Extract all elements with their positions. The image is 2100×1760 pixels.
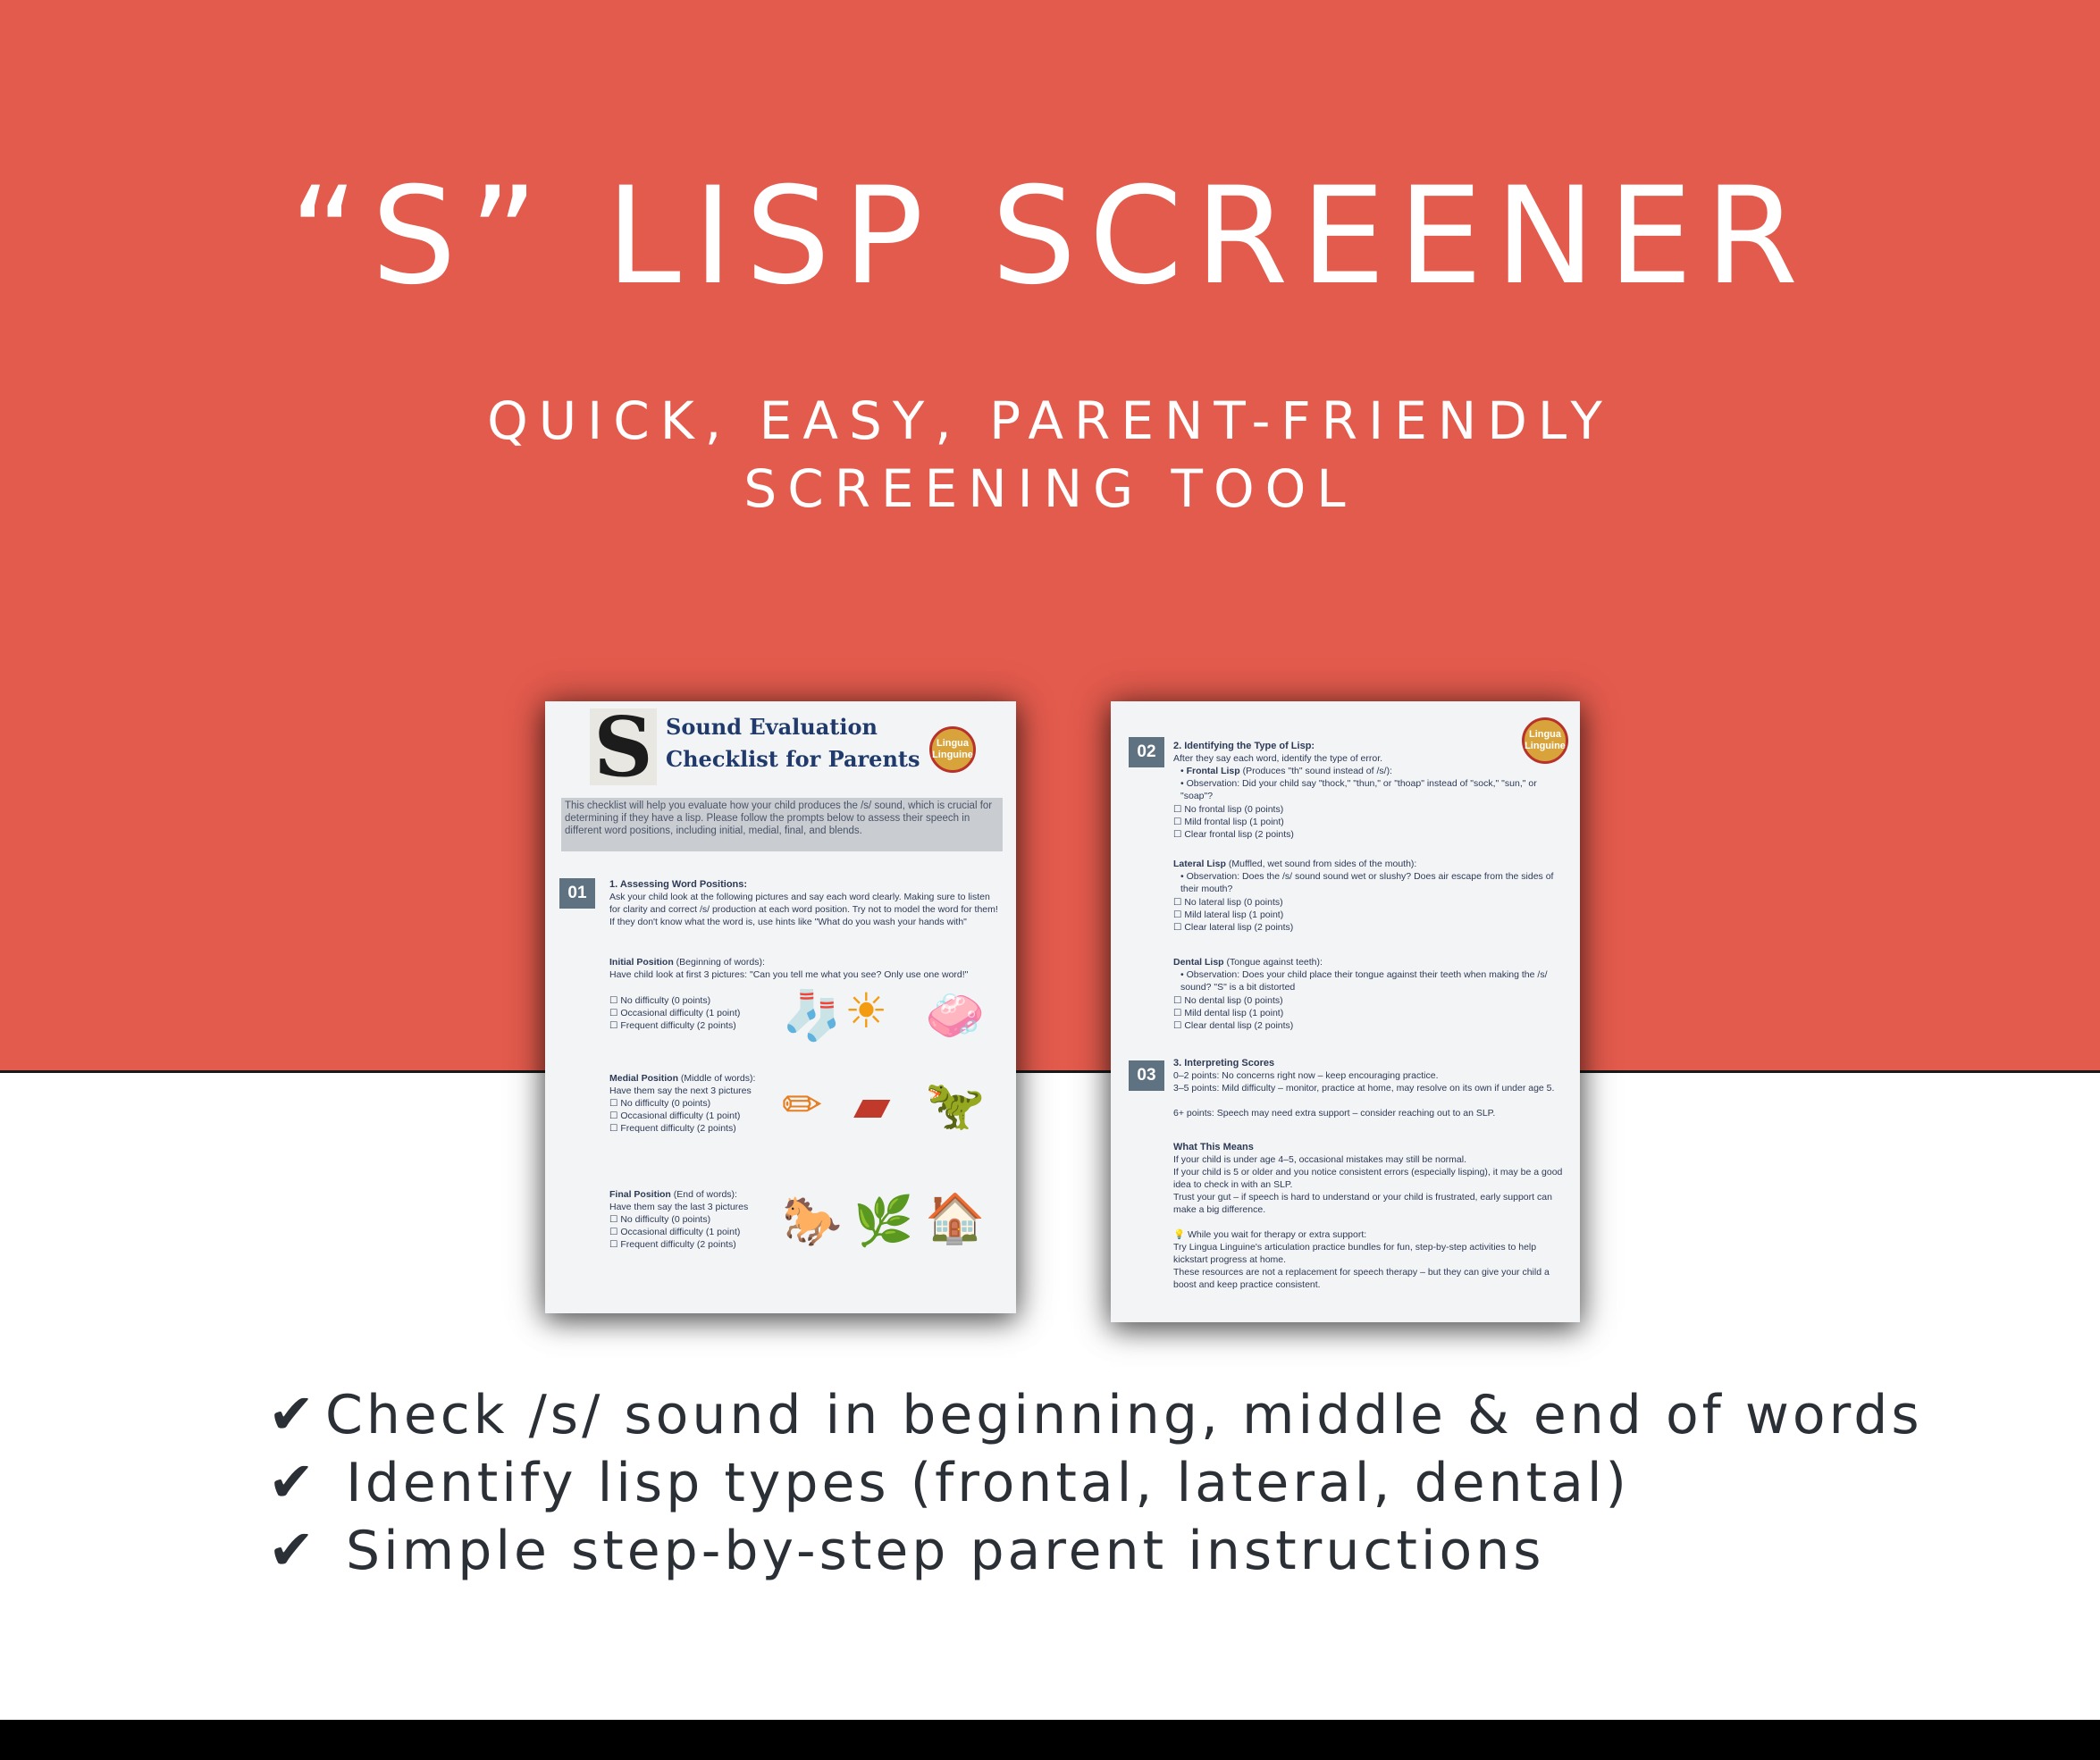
- lateral-lisp-observation: • Observation: Does the /s/ sound sound wet or slushy? Does air escape from the sides of their mouth?: [1180, 871, 1554, 894]
- means-line-3: Trust your gut – if speech is hard to understand or your child is frustrated, early support can make a big difference.: [1173, 1192, 1552, 1215]
- worksheet-page-1-preview: [545, 701, 1016, 1313]
- bottom-bar: [0, 1720, 2100, 1760]
- feature-item-2: ✔ Identify lisp types (frontal, lateral, dental): [268, 1449, 1630, 1514]
- horse-icon: 🐎: [782, 1194, 843, 1248]
- pencil-icon: ✏: [782, 1078, 823, 1132]
- intro-text: This checklist will help you evaluate how your child produces the /s/ sound, which is crucial for determining if they have a lisp. Please follow the prompts below to assess their speech in different word positions, including initial, medial, final, and blends.: [561, 798, 1003, 851]
- page-title: “S” LISP SCREENER: [289, 159, 1811, 314]
- final-position-instructions: Have them say the last 3 pictures: [609, 1202, 749, 1212]
- brand-logo: Lingua Linguine: [929, 726, 976, 773]
- medial-position-instructions: Have them say the next 3 pictures: [609, 1085, 752, 1096]
- wait-heading: 💡 While you wait for therapy or extra support:: [1173, 1229, 1367, 1240]
- final-option-frequent[interactable]: ☐ Frequent difficulty (2 points): [609, 1239, 736, 1250]
- subtitle-line-2: SCREENING TOOL: [743, 458, 1357, 519]
- frontal-option-none[interactable]: ☐ No frontal lisp (0 points): [1173, 804, 1284, 815]
- section-3-title: 3. Interpreting Scores: [1173, 1058, 1275, 1069]
- score-range-high: 6+ points: Speech may need extra support – consider reaching out to an SLP.: [1173, 1108, 1496, 1119]
- means-line-1: If your child is under age 4–5, occasional mistakes may still be normal.: [1173, 1154, 1466, 1165]
- score-range-mid: 3–5 points: Mild difficulty – monitor, practice at home, may resolve on its own if under age 5.: [1173, 1083, 1555, 1094]
- dental-option-none[interactable]: ☐ No dental lisp (0 points): [1173, 995, 1283, 1006]
- check-icon: ✔: [268, 1449, 318, 1514]
- initial-position-instructions: Have child look at first 3 pictures: "Can you tell me what you see? Only use one word!": [609, 969, 969, 980]
- house-icon: 🏠: [925, 1192, 986, 1245]
- section-2-title: 2. Identifying the Type of Lisp:: [1173, 741, 1315, 751]
- final-position-heading: Final Position (End of words):: [609, 1189, 737, 1200]
- lateral-lisp-heading: Lateral Lisp (Muffled, wet sound from sides of the mouth):: [1173, 859, 1417, 869]
- worksheet-page-2-preview: [1111, 701, 1580, 1322]
- initial-option-frequent[interactable]: ☐ Frequent difficulty (2 points): [609, 1020, 736, 1031]
- worksheet-title-line-2: Checklist for Parents: [666, 746, 920, 772]
- frontal-lisp-observation: • Observation: Did your child say "thock," "thun," or "thoap" instead of "sock," "sun," or "soap"?: [1180, 778, 1537, 801]
- section-number-03: 03: [1129, 1060, 1164, 1091]
- lateral-option-clear[interactable]: ☐ Clear lateral lisp (2 points): [1173, 922, 1294, 933]
- wait-line-2: These resources are not a replacement for speech therapy – but they can give your child a boost and keep practice consistent.: [1173, 1267, 1550, 1290]
- initial-option-none[interactable]: ☐ No difficulty (0 points): [609, 995, 711, 1006]
- final-option-none[interactable]: ☐ No difficulty (0 points): [609, 1214, 711, 1225]
- section-2-intro: After they say each word, identify the type of error.: [1173, 753, 1383, 764]
- brand-logo: Lingua Linguine: [1522, 717, 1568, 764]
- lateral-option-mild[interactable]: ☐ Mild lateral lisp (1 point): [1173, 909, 1284, 920]
- big-letter-s: S: [590, 708, 657, 785]
- score-range-low: 0–2 points: No concerns right now – keep encouraging practice.: [1173, 1070, 1439, 1081]
- sun-icon: ☀: [844, 985, 888, 1038]
- means-line-2: If your child is 5 or older and you notice consistent errors (especially lisping), it may be a good idea to check in with an SLP.: [1173, 1167, 1563, 1190]
- dinosaur-icon: 🦖: [925, 1078, 986, 1132]
- dental-lisp-observation: • Observation: Does your child place their tongue against their teeth when making the /s/ sound? "S" is a bit distorted: [1180, 969, 1548, 993]
- medial-option-none[interactable]: ☐ No difficulty (0 points): [609, 1098, 711, 1109]
- section-number-02: 02: [1129, 737, 1164, 767]
- feature-item-3: ✔ Simple step-by-step parent instructions: [268, 1517, 1545, 1582]
- sock-icon: 🧦: [782, 989, 843, 1043]
- check-icon: ✔: [268, 1517, 318, 1582]
- wait-line-1: Try Lingua Linguine's articulation practice bundles for fun, step-by-step activities to help kickstart progress at home.: [1173, 1242, 1537, 1265]
- soap-icon: 🧼: [925, 989, 986, 1043]
- section-1-body: Ask your child look at the following pictures and say each word clearly. Making sure to listen for clarity and correct /s/ production at each word position. Try not to model the word for them! If they don't know what the word is, use hints like "What do you wash your hands with": [609, 892, 998, 927]
- initial-position-heading: Initial Position (Beginning of words):: [609, 957, 765, 968]
- frontal-option-mild[interactable]: ☐ Mild frontal lisp (1 point): [1173, 817, 1284, 827]
- what-this-means-heading: What This Means: [1173, 1142, 1254, 1152]
- eraser-icon: ▰: [853, 1078, 891, 1132]
- section-1-title: 1. Assessing Word Positions:: [609, 879, 748, 890]
- lateral-option-none[interactable]: ☐ No lateral lisp (0 points): [1173, 897, 1283, 908]
- dental-lisp-heading: Dental Lisp (Tongue against teeth):: [1173, 957, 1323, 968]
- section-number-01: 01: [559, 878, 595, 909]
- dental-option-mild[interactable]: ☐ Mild dental lisp (1 point): [1173, 1008, 1284, 1018]
- grass-icon: 🌿: [853, 1194, 914, 1248]
- feature-item-1: ✔ Check /s/ sound in beginning, middle & end of words: [268, 1381, 1923, 1446]
- frontal-lisp-bullet: • Frontal Lisp (Produces "th" sound instead of /s/):: [1180, 766, 1392, 776]
- medial-position-heading: Medial Position (Middle of words):: [609, 1073, 756, 1084]
- subtitle-line-1: QUICK, EASY, PARENT-FRIENDLY: [487, 390, 1613, 451]
- dental-option-clear[interactable]: ☐ Clear dental lisp (2 points): [1173, 1020, 1294, 1031]
- medial-option-occasional[interactable]: ☐ Occasional difficulty (1 point): [609, 1110, 741, 1121]
- medial-option-frequent[interactable]: ☐ Frequent difficulty (2 points): [609, 1123, 736, 1134]
- initial-option-occasional[interactable]: ☐ Occasional difficulty (1 point): [609, 1008, 741, 1018]
- frontal-option-clear[interactable]: ☐ Clear frontal lisp (2 points): [1173, 829, 1294, 840]
- final-option-occasional[interactable]: ☐ Occasional difficulty (1 point): [609, 1227, 741, 1237]
- check-icon: ✔: [268, 1381, 318, 1446]
- worksheet-title-line-1: Sound Evaluation: [666, 714, 878, 740]
